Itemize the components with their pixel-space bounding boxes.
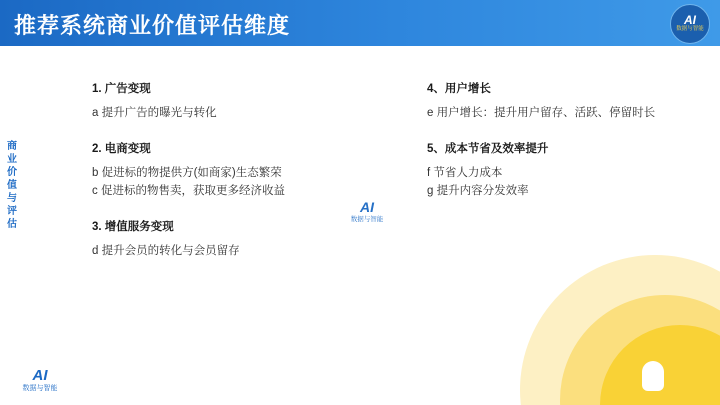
content-group (427, 80, 692, 122)
content-column-right (427, 80, 692, 278)
side-label: 商业价值与评估 (7, 141, 17, 230)
header-logo (670, 4, 710, 44)
footer-logo-mark: AI (32, 366, 48, 384)
content-column-left (92, 80, 357, 278)
group-heading: 1. 广告变现 (92, 83, 151, 95)
content-group (92, 140, 357, 200)
watermark-logo-brand: 数据与智能 (350, 216, 384, 223)
group-heading: 5、成本节省及效率提升 (427, 143, 549, 155)
group-heading: 2. 电商变现 (92, 143, 151, 155)
page-title: 推荐系统商业价值评估维度 (14, 13, 291, 38)
content-group (92, 80, 357, 122)
content-area (92, 80, 692, 278)
header-logo-brand: 数据与智能 (676, 26, 704, 32)
group-line: d 提升会员的转化与会员留存 (92, 245, 240, 257)
header-logo-mark: AI (684, 13, 696, 27)
footer-logo (14, 365, 66, 395)
decor-circle-notch (642, 361, 664, 391)
group-line: f 节省人力成本 (427, 167, 503, 179)
content-group (427, 140, 692, 200)
content-group (92, 218, 357, 260)
footer-logo-brand: 数据与智能 (22, 384, 58, 392)
watermark-logo (345, 195, 389, 229)
group-line: c 促进标的物售卖，获取更多经济收益 (92, 185, 285, 197)
group-line: a 提升广告的曝光与转化 (92, 107, 217, 119)
group-line: g 提升内容分发效率 (427, 185, 529, 197)
group-heading: 3. 增值服务变现 (92, 221, 174, 233)
group-heading: 4、用户增长 (427, 83, 491, 95)
group-line: e 用户增长：提升用户留存、活跃、停留时长 (427, 107, 656, 119)
watermark-logo-mark: AI (360, 199, 374, 215)
group-line: b 促进标的物提供方(如商家)生态繁荣 (92, 167, 282, 179)
